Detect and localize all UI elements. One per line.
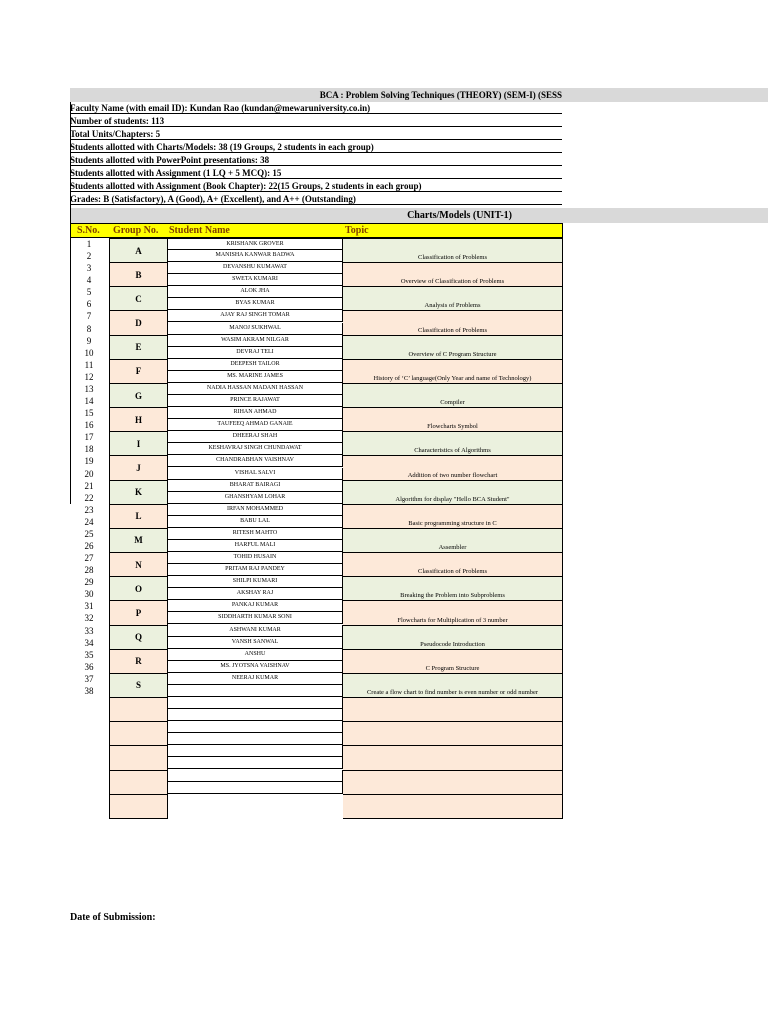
student-name-cell [168, 709, 343, 721]
serial-number: 9 [86, 335, 92, 346]
student-name-cell: WASIM AKRAM NILGAR [168, 335, 343, 347]
group-cell [109, 770, 168, 795]
topic-cell [343, 794, 563, 819]
student-name-cell [168, 721, 343, 733]
serial-number: 27 [84, 553, 94, 564]
student-name-cell [168, 697, 343, 709]
student-name-cell: VANSH SANWAL [168, 637, 343, 649]
serial-number: 3 [86, 263, 92, 274]
serial-number: 13 [84, 383, 94, 394]
student-name-cell: PRITAM RAJ PANDEY [168, 564, 343, 576]
info-line: Total Units/Chapters: 5 [70, 128, 562, 140]
student-name-cell: DEVRAJ TELI [168, 347, 343, 359]
student-name-cell: RIHAN AHMAD [168, 407, 343, 419]
serial-number: 14 [84, 396, 94, 407]
serial-number: 20 [84, 468, 94, 479]
group-cell: O [109, 576, 168, 601]
serial-number: 35 [84, 649, 94, 660]
group-cell [109, 697, 168, 722]
topic-cell [343, 745, 563, 770]
student-name-cell: ASHWANI KUMAR [168, 625, 343, 637]
serial-number: 25 [84, 528, 94, 539]
serial-number: 37 [84, 673, 94, 684]
student-name-cell [168, 745, 343, 757]
student-name-cell [168, 782, 343, 794]
serial-number: 36 [84, 661, 94, 672]
student-name-cell: IRFAN MOHAMMED [168, 504, 343, 516]
header-topic: Topic [345, 225, 369, 236]
student-name-cell: DEVANSHU KUMAWAT [168, 262, 343, 274]
student-name-cell: NEERAJ KUMAR [168, 673, 343, 685]
serial-number: 10 [84, 347, 94, 358]
student-name-cell: ANSHU [168, 649, 343, 661]
serial-number: 8 [86, 323, 92, 334]
serial-number: 24 [84, 516, 94, 527]
topic-cell: Basic programming structure in C [343, 504, 563, 529]
group-cell: R [109, 649, 168, 674]
serial-number: 6 [86, 299, 92, 310]
section-title: Charts/Models (UNIT-1) [407, 210, 512, 221]
group-cell: J [109, 455, 168, 480]
serial-number: 19 [84, 456, 94, 467]
topic-cell: Addition of two number flowchart [343, 455, 563, 480]
topic-cell: C Program Structure [343, 649, 563, 674]
group-cell: Q [109, 625, 168, 650]
serial-number: 33 [84, 625, 94, 636]
topic-cell: Analysis of Problems [343, 286, 563, 311]
student-name-cell: CHANDRABHAN VAISHNAV [168, 455, 343, 467]
student-name-cell: MANOJ SUKHWAL [168, 323, 343, 335]
topic-cell: Compiler [343, 383, 563, 408]
student-name-cell: AKSHAY RAJ [168, 588, 343, 600]
student-name-cell: KRISHANK GROVER [168, 238, 343, 250]
header-group: Group No. [113, 225, 159, 236]
student-name-cell: PANKAJ KUMAR [168, 600, 343, 612]
topic-cell: Flowcharts Symbol [343, 407, 563, 432]
serial-number: 32 [84, 613, 94, 624]
group-cell: I [109, 431, 168, 456]
group-cell: E [109, 335, 168, 360]
serial-number: 29 [84, 577, 94, 588]
student-name-cell: MS. MARINE JAMES [168, 371, 343, 383]
topic-cell: Create a flow chart to find number is even number or odd number [343, 673, 563, 698]
serial-number: 2 [86, 251, 92, 262]
group-cell: K [109, 480, 168, 505]
info-line: Students allotted with Assignment (1 LQ + 5 MCQ): 15 [70, 167, 562, 179]
student-name-cell: DEEPESH TAILOR [168, 359, 343, 371]
student-name-cell: MS. JYOTSNA VAISHNAV [168, 661, 343, 673]
student-name-cell: ALOK JHA [168, 286, 343, 298]
serial-number: 18 [84, 444, 94, 455]
student-name-cell [168, 733, 343, 745]
topic-cell: Classification of Problems [343, 238, 563, 263]
group-cell: C [109, 286, 168, 311]
group-cell: L [109, 504, 168, 529]
student-name-cell: PRINCE RAJAWAT [168, 395, 343, 407]
serial-number: 5 [86, 287, 92, 298]
topic-cell [343, 697, 563, 722]
sheet-title: BCA : Problem Solving Techniques (THEORY) (SEM-I) (SESS [319, 90, 562, 100]
topic-cell: History of ‘C’ language(Only Year and name of Technology) [343, 359, 563, 384]
info-line: Students allotted with Assignment (Book Chapter): 22(15 Groups, 2 students in each group) [70, 180, 562, 192]
student-name-cell: GHANSHYAM LOHAR [168, 492, 343, 504]
serial-number: 12 [84, 371, 94, 382]
date-of-submission-label: Date of Submission: [70, 912, 156, 923]
serial-number: 22 [84, 492, 94, 503]
student-name-cell: TAUFEEQ AHMAD GANAIE [168, 419, 343, 431]
student-name-cell: MANISHA KANWAR BADWA [168, 250, 343, 262]
topic-cell: Assembler [343, 528, 563, 553]
student-name-cell: TOHID HUSAIN [168, 552, 343, 564]
group-cell: F [109, 359, 168, 384]
header-student: Student Name [169, 225, 230, 236]
student-name-cell: BHARAT BAIRAGI [168, 480, 343, 492]
group-cell: N [109, 552, 168, 577]
serial-number: 38 [84, 685, 94, 696]
header-sno: S.No. [77, 225, 100, 236]
topic-cell: Characteristics of Algorithms [343, 431, 563, 456]
serial-number: 7 [86, 311, 92, 322]
info-line: Grades: B (Satisfactory), A (Good), A+ (Excellent), and A++ (Outstanding) [70, 193, 562, 205]
student-name-cell: HARFUL MALI [168, 540, 343, 552]
group-cell [109, 794, 168, 819]
table-header [70, 223, 563, 238]
group-cell [109, 721, 168, 746]
topic-cell: Overview of Classification of Problems [343, 262, 563, 287]
serial-number: 4 [86, 275, 92, 286]
topic-cell: Pseudocode Introduction [343, 625, 563, 650]
serial-number: 30 [84, 589, 94, 600]
serial-number: 17 [84, 432, 94, 443]
student-name-cell [168, 685, 343, 697]
group-cell: P [109, 600, 168, 625]
info-line: Students allotted with PowerPoint presentations: 38 [70, 154, 562, 166]
student-name-cell: DHEERAJ SHAH [168, 431, 343, 443]
topic-cell: Algorithm for display "Hello BCA Student" [343, 480, 563, 505]
student-name-cell: VISHAL SALVI [168, 468, 343, 480]
topic-cell [343, 721, 563, 746]
topic-cell [343, 770, 563, 795]
info-line: Students allotted with Charts/Models: 38 (19 Groups, 2 students in each group) [70, 141, 562, 153]
serial-number: 21 [84, 480, 94, 491]
topic-cell: Classification of Problems [343, 310, 563, 335]
group-cell: D [109, 310, 168, 335]
info-line: Faculty Name (with email ID): Kundan Rao (kundan@mewaruniversity.co.in) [70, 102, 562, 114]
group-cell: A [109, 238, 168, 263]
student-name-cell [168, 770, 343, 782]
group-cell: S [109, 673, 168, 698]
info-line: Number of students: 113 [70, 115, 562, 127]
serial-number: 28 [84, 565, 94, 576]
topic-cell: Flowcharts for Multiplication of 3 number [343, 600, 563, 625]
serial-number: 15 [84, 408, 94, 419]
student-name-cell [168, 757, 343, 769]
serial-number: 34 [84, 637, 94, 648]
student-name-cell: RITESH MAHTO [168, 528, 343, 540]
student-name-cell: NADIA HASSAN MADANI HASSAN [168, 383, 343, 395]
group-cell: M [109, 528, 168, 553]
student-name-cell: SHILPI KUMARI [168, 576, 343, 588]
student-name-cell: SIDDHARTH KUMAR SONI [168, 612, 343, 624]
student-name-cell: SWETA KUMARI [168, 274, 343, 286]
group-cell: B [109, 262, 168, 287]
student-name-cell: AJAY RAJ SINGH TOMAR [168, 310, 343, 322]
topic-cell: Classification of Problems [343, 552, 563, 577]
student-name-cell: BYAS KUMAR [168, 298, 343, 310]
student-name-cell: BABU LAL [168, 516, 343, 528]
topic-cell: Breaking the Problem into Subproblems [343, 576, 563, 601]
serial-number: 11 [84, 359, 94, 370]
serial-number: 1 [86, 239, 92, 249]
serial-number: 16 [84, 420, 94, 431]
serial-number: 31 [84, 601, 94, 612]
group-cell: H [109, 407, 168, 432]
serial-number: 23 [84, 504, 94, 515]
topic-cell: Overview of C Program Structure [343, 335, 563, 360]
student-name-cell: KESHAVRAJ SINGH CHUNDAWAT [168, 443, 343, 455]
serial-number: 26 [84, 541, 94, 551]
group-cell: G [109, 383, 168, 408]
group-cell [109, 745, 168, 770]
